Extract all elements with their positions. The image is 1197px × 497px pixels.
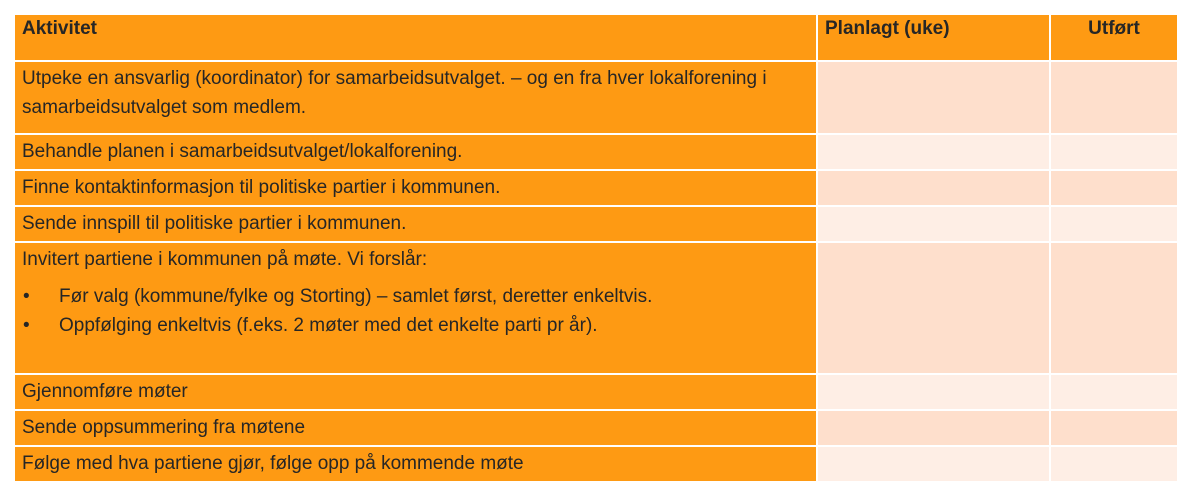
table-header-row xyxy=(15,15,1177,60)
table-row xyxy=(15,447,1177,481)
done-cell[interactable] xyxy=(1051,411,1177,445)
table-row xyxy=(15,375,1177,409)
activity-cell: Følge med hva partiene gjør, følge opp på kommende møte xyxy=(15,447,816,481)
planned-cell[interactable] xyxy=(818,135,1049,169)
bullet-item xyxy=(22,311,810,340)
bullet-icon: • xyxy=(23,286,30,307)
activity-cell: Sende innspill til politiske partier i kommunen. xyxy=(15,207,816,241)
table-row xyxy=(15,171,1177,205)
activity-cell xyxy=(15,243,816,373)
bullet-text: Før valg (kommune/fylke og Storting) – samlet først, deretter enkeltvis. xyxy=(59,286,653,307)
table-row xyxy=(15,135,1177,169)
header-planned: Planlagt (uke) xyxy=(818,15,1049,60)
done-cell[interactable] xyxy=(1051,243,1177,373)
done-cell[interactable] xyxy=(1051,135,1177,169)
activity-cell: Finne kontaktinformasjon til politiske partier i kommunen. xyxy=(15,171,816,205)
planned-cell[interactable] xyxy=(818,62,1049,133)
table-row xyxy=(15,243,1177,373)
table-row xyxy=(15,207,1177,241)
bullet-text: Oppfølging enkeltvis (f.eks. 2 møter med det enkelte parti pr år). xyxy=(59,315,598,336)
bullet-item xyxy=(22,282,810,311)
done-cell[interactable] xyxy=(1051,375,1177,409)
activity-cell: Gjennomføre møter xyxy=(15,375,816,409)
planned-cell[interactable] xyxy=(818,411,1049,445)
table-row xyxy=(15,411,1177,445)
planned-cell[interactable] xyxy=(818,171,1049,205)
done-cell[interactable] xyxy=(1051,447,1177,481)
done-cell[interactable] xyxy=(1051,207,1177,241)
planned-cell[interactable] xyxy=(818,375,1049,409)
planned-cell[interactable] xyxy=(818,207,1049,241)
bullet-list xyxy=(22,282,810,340)
header-done: Utført xyxy=(1051,15,1177,60)
activity-table xyxy=(15,15,1177,483)
activity-cell: Sende oppsummering fra møtene xyxy=(15,411,816,445)
done-cell[interactable] xyxy=(1051,62,1177,133)
header-activity: Aktivitet xyxy=(15,15,816,60)
bullet-icon: • xyxy=(23,315,30,336)
planned-cell[interactable] xyxy=(818,243,1049,373)
done-cell[interactable] xyxy=(1051,171,1177,205)
activity-cell: Behandle planen i samarbeidsutvalget/lokalforening. xyxy=(15,135,816,169)
activity-text: Invitert partiene i kommunen på møte. Vi forslår: xyxy=(22,249,428,270)
table-row xyxy=(15,62,1177,133)
activity-cell: Utpeke en ansvarlig (koordinator) for samarbeidsutvalget. – og en fra hver lokalforening i samarbeidsutvalget som medlem. xyxy=(15,62,816,133)
planned-cell[interactable] xyxy=(818,447,1049,481)
